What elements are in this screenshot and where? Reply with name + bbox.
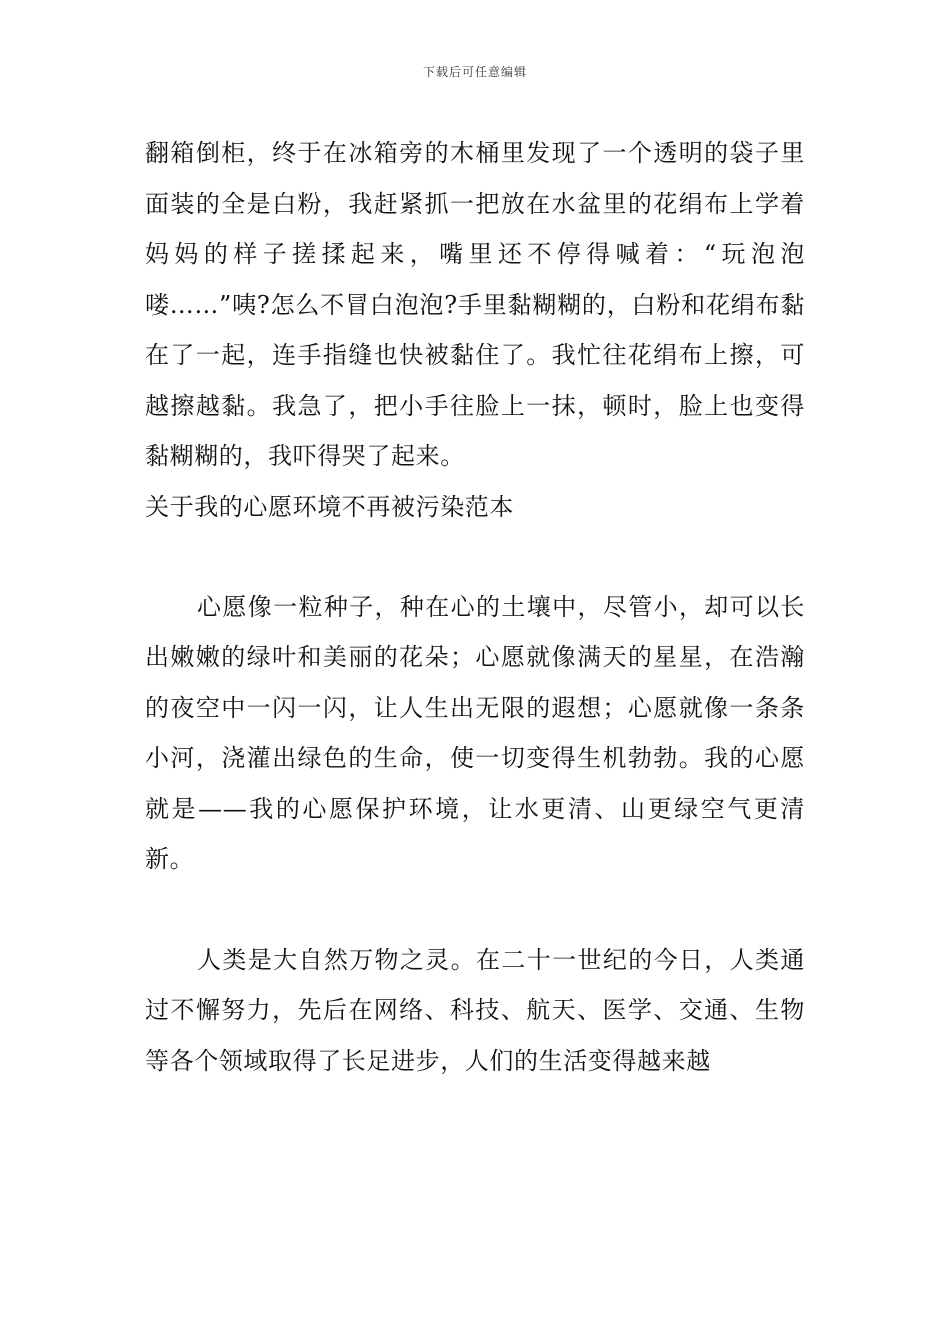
- article-title: 关于我的心愿环境不再被污染范本: [145, 492, 514, 521]
- paragraph-3: 人类是大自然万物之灵。在二十一世纪的今日，人类通过不懈努力，先后在网络、科技、航天、医学、交通、生物等各个领域取得了长足进步，人们的生活变得越来越: [145, 945, 805, 1075]
- header-note: 下载后可任意编辑: [422, 65, 527, 79]
- document-body: [145, 128, 805, 1086]
- paragraph-1: 翻箱倒柜，终于在冰箱旁的木桶里发现了一个透明的袋子里面装的全是白粉，我赶紧抓一把放在水盆里的花绢布上学着妈妈的样子搓揉起来，嘴里还不停得喊着：“玩泡泡喽……”咦?怎么不冒白泡泡?手里黏糊糊的，白粉和花绢布黏在了一起，连手指缝也快被黏住了。我忙往花绢布上擦，可越擦越黏。我急了，把小手往脸上一抹，顿时，脸上也变得黏糊糊的，我吓得哭了起来。: [145, 139, 805, 470]
- paragraph-2: 心愿像一粒种子，种在心的土壤中，尽管小，却可以长出嫩嫩的绿叶和美丽的花朵；心愿就像满天的星星，在浩瀚的夜空中一闪一闪，让人生出无限的遐想；心愿就像一条条小河，浇灌出绿色的生命，使一切变得生机勃勃。我的心愿就是——我的心愿保护环境，让水更清、山更绿空气更清新。: [145, 592, 805, 873]
